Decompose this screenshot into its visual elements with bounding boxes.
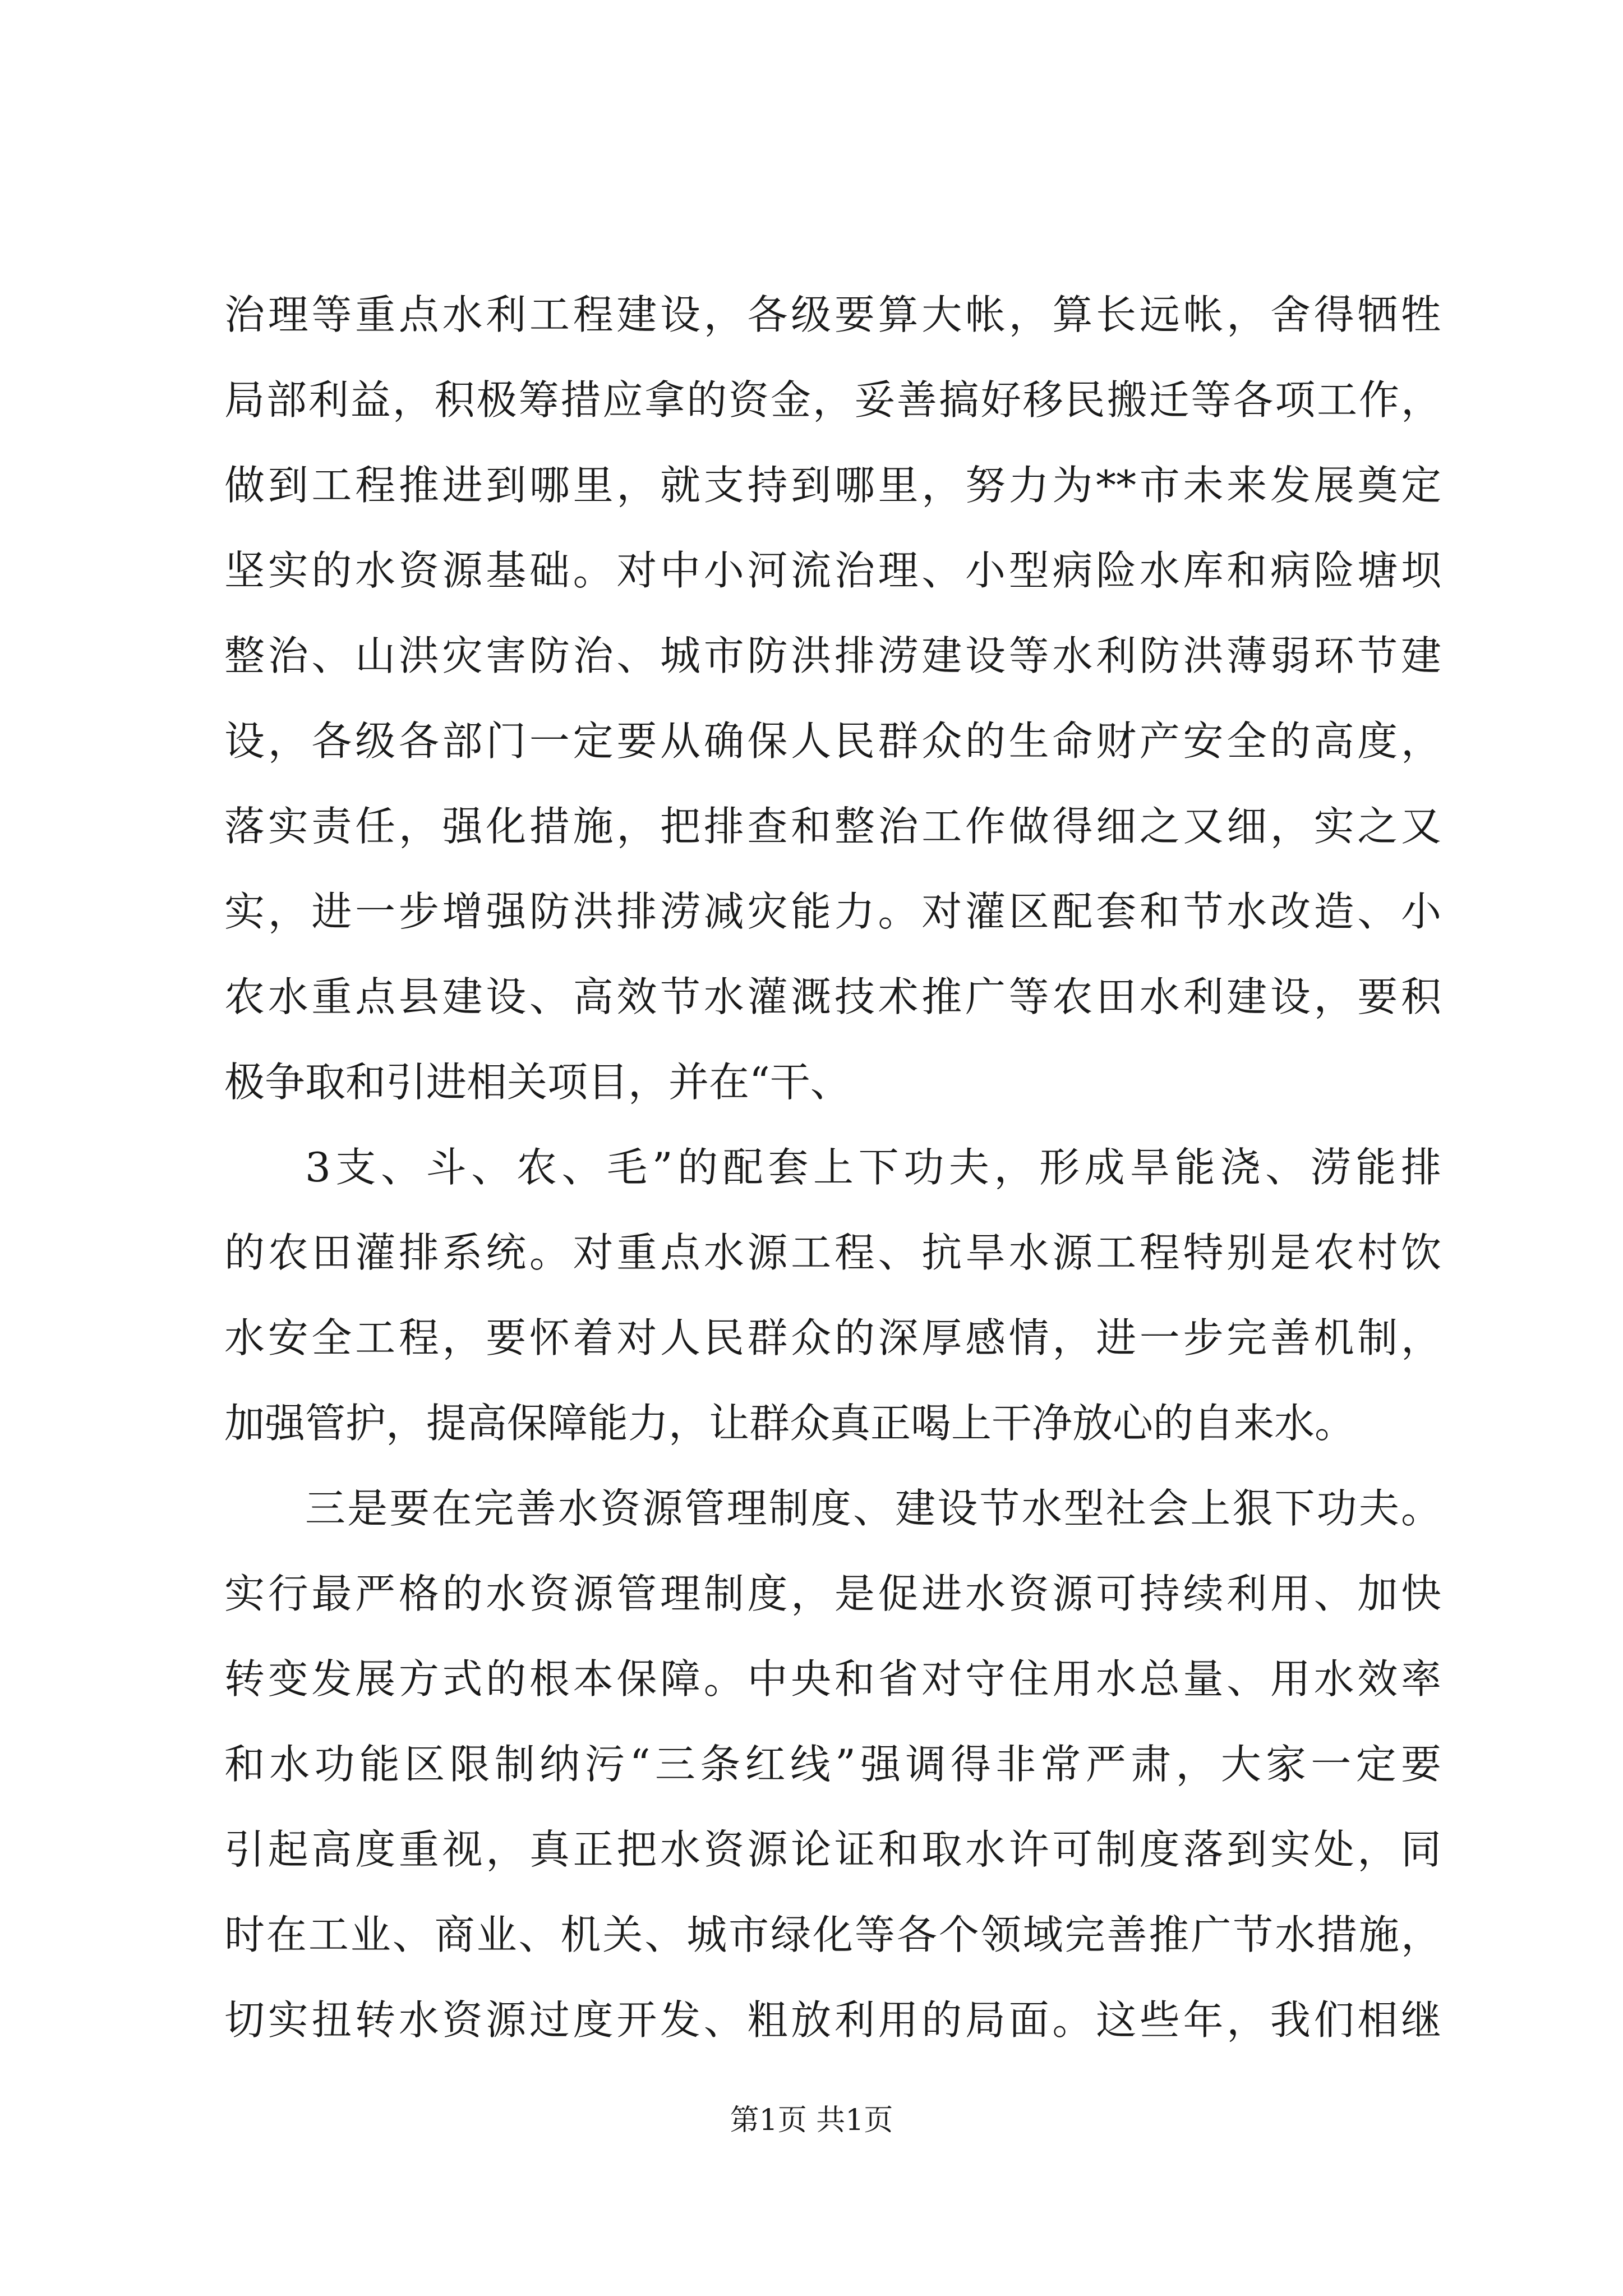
text-line: 水安全工程，要怀着对人民群众的深厚感情，进一步完善机制， — [224, 1314, 1441, 1361]
text-line: 引起高度重视，真正把水资源论证和取水许可制度落到实处，同 — [224, 1826, 1441, 1873]
text-line: 切实扭转水资源过度开发、粗放利用的局面。这些年，我们相继 — [224, 1996, 1441, 2044]
text-line: 局部利益，积极筹措应拿的资金，妥善搞好移民搬迁等各项工作， — [224, 376, 1441, 424]
text-line: 时在工业、商业、机关、城市绿化等各个领域完善推广节水措施， — [224, 1911, 1441, 1958]
text-line: 实行最严格的水资源管理制度，是促进水资源可持续利用、加快 — [224, 1570, 1441, 1617]
body-text — [224, 272, 1441, 2063]
text-line: 整治、山洪灾害防治、城市防洪排涝建设等水利防洪薄弱环节建 — [224, 632, 1441, 679]
text-line: 实，进一步增强防洪排涝减灾能力。对灌区配套和节水改造、小 — [224, 888, 1441, 935]
text-line: 坚实的水资源基础。对中小河流治理、小型病险水库和病险塘坝 — [224, 547, 1441, 594]
text-line: 三是要在完善水资源管理制度、建设节水型社会上狠下功夫。 — [305, 1485, 1441, 1532]
text-line: 治理等重点水利工程建设，各级要算大帐，算长远帐，舍得牺牲 — [224, 291, 1441, 338]
text-line: 转变发展方式的根本保障。中央和省对守住用水总量、用水效率 — [224, 1655, 1441, 1703]
text-line: 极争取和引进相关项目，并在“干、 — [224, 1059, 851, 1106]
text-line: 和水功能区限制纳污“三条红线”强调得非常严肃，大家一定要 — [224, 1741, 1441, 1788]
text-line: 加强管护，提高保障能力，让群众真正喝上干净放心的自来水。 — [224, 1400, 1355, 1447]
text-line: 3支、斗、农、毛”的配套上下功夫，形成旱能浇、涝能排 — [305, 1144, 1441, 1191]
text-line: 设，各级各部门一定要从确保人民群众的生命财产安全的高度， — [224, 717, 1441, 765]
text-line: 落实责任，强化措施，把排查和整治工作做得细之又细，实之又 — [224, 803, 1441, 850]
text-line: 做到工程推进到哪里，就支持到哪里，努力为**市未来发展奠定 — [224, 462, 1441, 509]
text-line: 农水重点县建设、高效节水灌溉技术推广等农田水利建设，要积 — [224, 973, 1441, 1020]
text-line: 的农田灌排系统。对重点水源工程、抗旱水源工程特别是农村饮 — [224, 1229, 1441, 1276]
page-footer: 第1页 共1页 — [730, 2104, 893, 2137]
